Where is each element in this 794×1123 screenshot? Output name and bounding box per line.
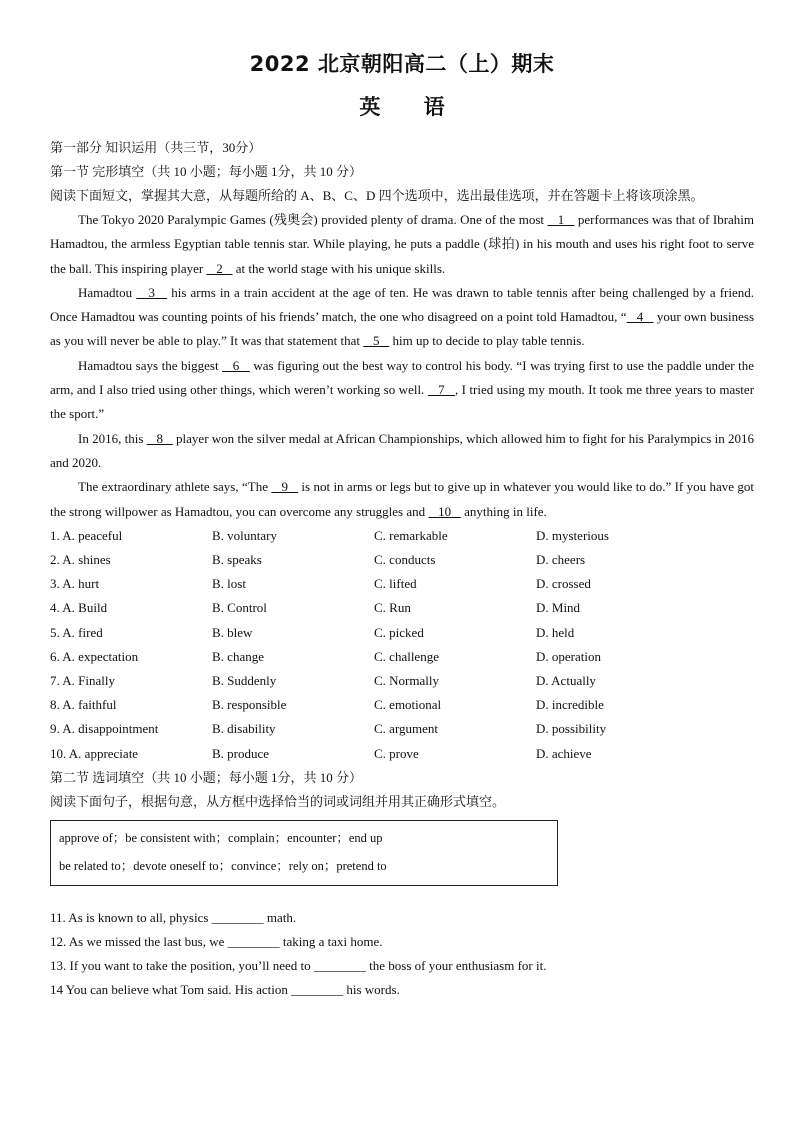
word-box-line: be related to；devote oneself to；convince；rely on；pretend to [59, 858, 387, 873]
cloze-blank: 2 [206, 260, 233, 276]
option-row [50, 524, 754, 548]
passage-text: In 2016, this [78, 430, 147, 446]
option-row [50, 596, 754, 620]
fill-question: 14 You can believe what Tom said. His action ________ his words. [50, 981, 400, 997]
option-choice: 10. A. appreciate [50, 745, 139, 761]
passage-text: performances was that of Ibrahim Hamadtou, the armless Egyptian table tennis star. While playing, he puts a paddle (球拍) in his mouth and uses his right foot to serve the ball. This inspiring player [50, 212, 755, 276]
passage-paragraph [50, 281, 754, 354]
option-row [50, 621, 754, 645]
part1-heading: 第一部分 知识运用（共三节，30分） [50, 140, 262, 155]
option-choice: 7. A. Finally [50, 672, 116, 688]
passage-text: anything in life. [460, 503, 547, 519]
cloze-blank: 10 [428, 503, 461, 519]
option-row [50, 717, 754, 741]
option-choice: C. Run [374, 600, 411, 616]
option-choice: D. Actually [536, 672, 596, 688]
cloze-blank: 8 [146, 430, 173, 446]
cloze-blank: 5 [363, 333, 390, 349]
option-choice: B. speaks [212, 552, 262, 568]
option-choice: C. emotional [374, 697, 442, 713]
option-choice: C. picked [374, 624, 424, 640]
options-list [50, 524, 754, 766]
option-choice: D. achieve [536, 745, 592, 761]
option-choice: C. lifted [374, 576, 417, 592]
option-row [50, 548, 754, 572]
option-choice: 3. A. hurt [50, 576, 100, 592]
section1-heading: 第一节 完形填空（共 10 小题；每小题 1分，共 10 分） [50, 164, 363, 179]
passage-text: player won the silver medal at African Championships, which allowed him to fight for his Paralympics in 2016 and 2020. [50, 430, 755, 470]
fill-question: 11. As is known to all, physics ________ math. [50, 909, 297, 925]
passage-text: , I tried using my mouth. It took me three years to master the sport.” [50, 382, 755, 422]
cloze-passage [50, 208, 754, 524]
option-choice: C. argument [374, 721, 439, 737]
option-row [50, 669, 754, 693]
cloze-blank: 7 [427, 382, 455, 398]
cloze-blank: 1 [547, 212, 575, 227]
option-row [50, 742, 754, 766]
option-choice: B. Suddenly [212, 672, 277, 688]
option-choice: D. possibility [536, 721, 607, 737]
section2-heading: 第二节 选词填空（共 10 小题；每小题 1分，共 10 分） [50, 769, 363, 785]
option-choice: B. blew [212, 624, 253, 640]
passage-paragraph [50, 475, 754, 524]
passage-text: at the world stage with his unique skills. [232, 260, 446, 276]
cloze-blank: 9 [271, 479, 299, 495]
passage-text: is not in arms or legs but to give up in whatever you would like to do.” If you have got the strong willpower as Hamadtou, you can overcome any struggles and [50, 479, 755, 519]
cloze-blank: 4 [626, 309, 654, 325]
option-choice: 5. A. fired [50, 624, 103, 640]
passage-text: Hamadtou [78, 284, 137, 300]
option-choice: D. Mind [536, 600, 581, 616]
option-choice: B. change [212, 648, 264, 664]
passage-text: The Tokyo 2020 Paralympic Games (残奥会) provided plenty of drama. One of the most [78, 212, 548, 227]
option-choice: C. remarkable [374, 527, 448, 543]
option-choice: B. produce [212, 745, 270, 761]
section1-instruction: 阅读下面短文，掌握其大意，从每题所给的 A、B、C、D 四个选项中，选出最佳选项，并在答题卡上将该项涂黑。 [50, 188, 704, 203]
option-choice: C. conducts [374, 552, 436, 568]
option-row [50, 572, 754, 596]
option-choice: D. cheers [536, 552, 586, 568]
option-choice: 6. A. expectation [50, 648, 139, 664]
option-row [50, 645, 754, 669]
option-choice: B. responsible [212, 697, 287, 713]
passage-text: Hamadtou says the biggest [78, 357, 223, 373]
fill-question: 12. As we missed the last bus, we ________ taking a taxi home. [50, 933, 383, 949]
option-choice: D. operation [536, 648, 601, 664]
fill-question: 13. If you want to take the position, you’ll need to ________ the boss of your enthusiasm for it. [50, 957, 547, 973]
word-box [50, 820, 558, 886]
option-choice: D. incredible [536, 697, 604, 713]
passage-text: him up to decide to play table tennis. [389, 333, 585, 349]
option-choice: B. Control [212, 600, 267, 616]
option-choice: D. mysterious [536, 527, 609, 543]
section2-instruction: 阅读下面句子，根据句意，从方框中选择恰当的词或词组并用其正确形式填空。 [50, 793, 506, 809]
cloze-blank: 3 [136, 284, 168, 300]
passage-paragraph [50, 208, 754, 281]
option-choice: D. held [536, 624, 575, 640]
option-choice: 8. A. faithful [50, 697, 117, 713]
exam-page [50, 48, 754, 1002]
option-choice: 4. A. Build [50, 600, 108, 616]
option-choice: C. prove [374, 745, 419, 761]
option-choice: 9. A. disappointment [50, 721, 159, 737]
option-choice: C. Normally [374, 672, 439, 688]
word-box-line: approve of；be consistent with；complain；encounter；end up [59, 830, 383, 845]
option-choice: B. disability [212, 721, 276, 737]
option-choice: B. voluntary [212, 527, 277, 543]
cloze-blank: 6 [222, 357, 250, 373]
passage-paragraph [50, 427, 754, 476]
passage-text: was figuring out the best way to control his body. “I was trying first to use the paddle under the arm, and I also tried using other things, which weren’t working so well. [50, 357, 755, 398]
option-choice: 1. A. peaceful [50, 527, 123, 543]
option-choice: C. challenge [374, 648, 439, 664]
option-choice: D. crossed [536, 576, 591, 592]
option-row [50, 693, 754, 717]
passage-text: The extraordinary athlete says, “The [78, 479, 272, 495]
option-choice: 2. A. shines [50, 552, 111, 568]
questions-list [50, 906, 754, 1002]
option-choice: B. lost [212, 576, 246, 592]
passage-text: your own business as you will never be able to play.” It was that statement that [50, 309, 755, 349]
exam-title: 2022 北京朝阳高二（上）期末 [249, 52, 555, 76]
subject-title: 英 语 [359, 95, 445, 119]
passage-paragraph [50, 354, 754, 427]
passage-text: his arms in a train accident at the age of ten. He was drawn to table tennis after being challenged by a friend. Once Hamadtou was counting points of his friends’ match, the one who disagreed on a point told Hamadtou, “ [50, 284, 755, 325]
